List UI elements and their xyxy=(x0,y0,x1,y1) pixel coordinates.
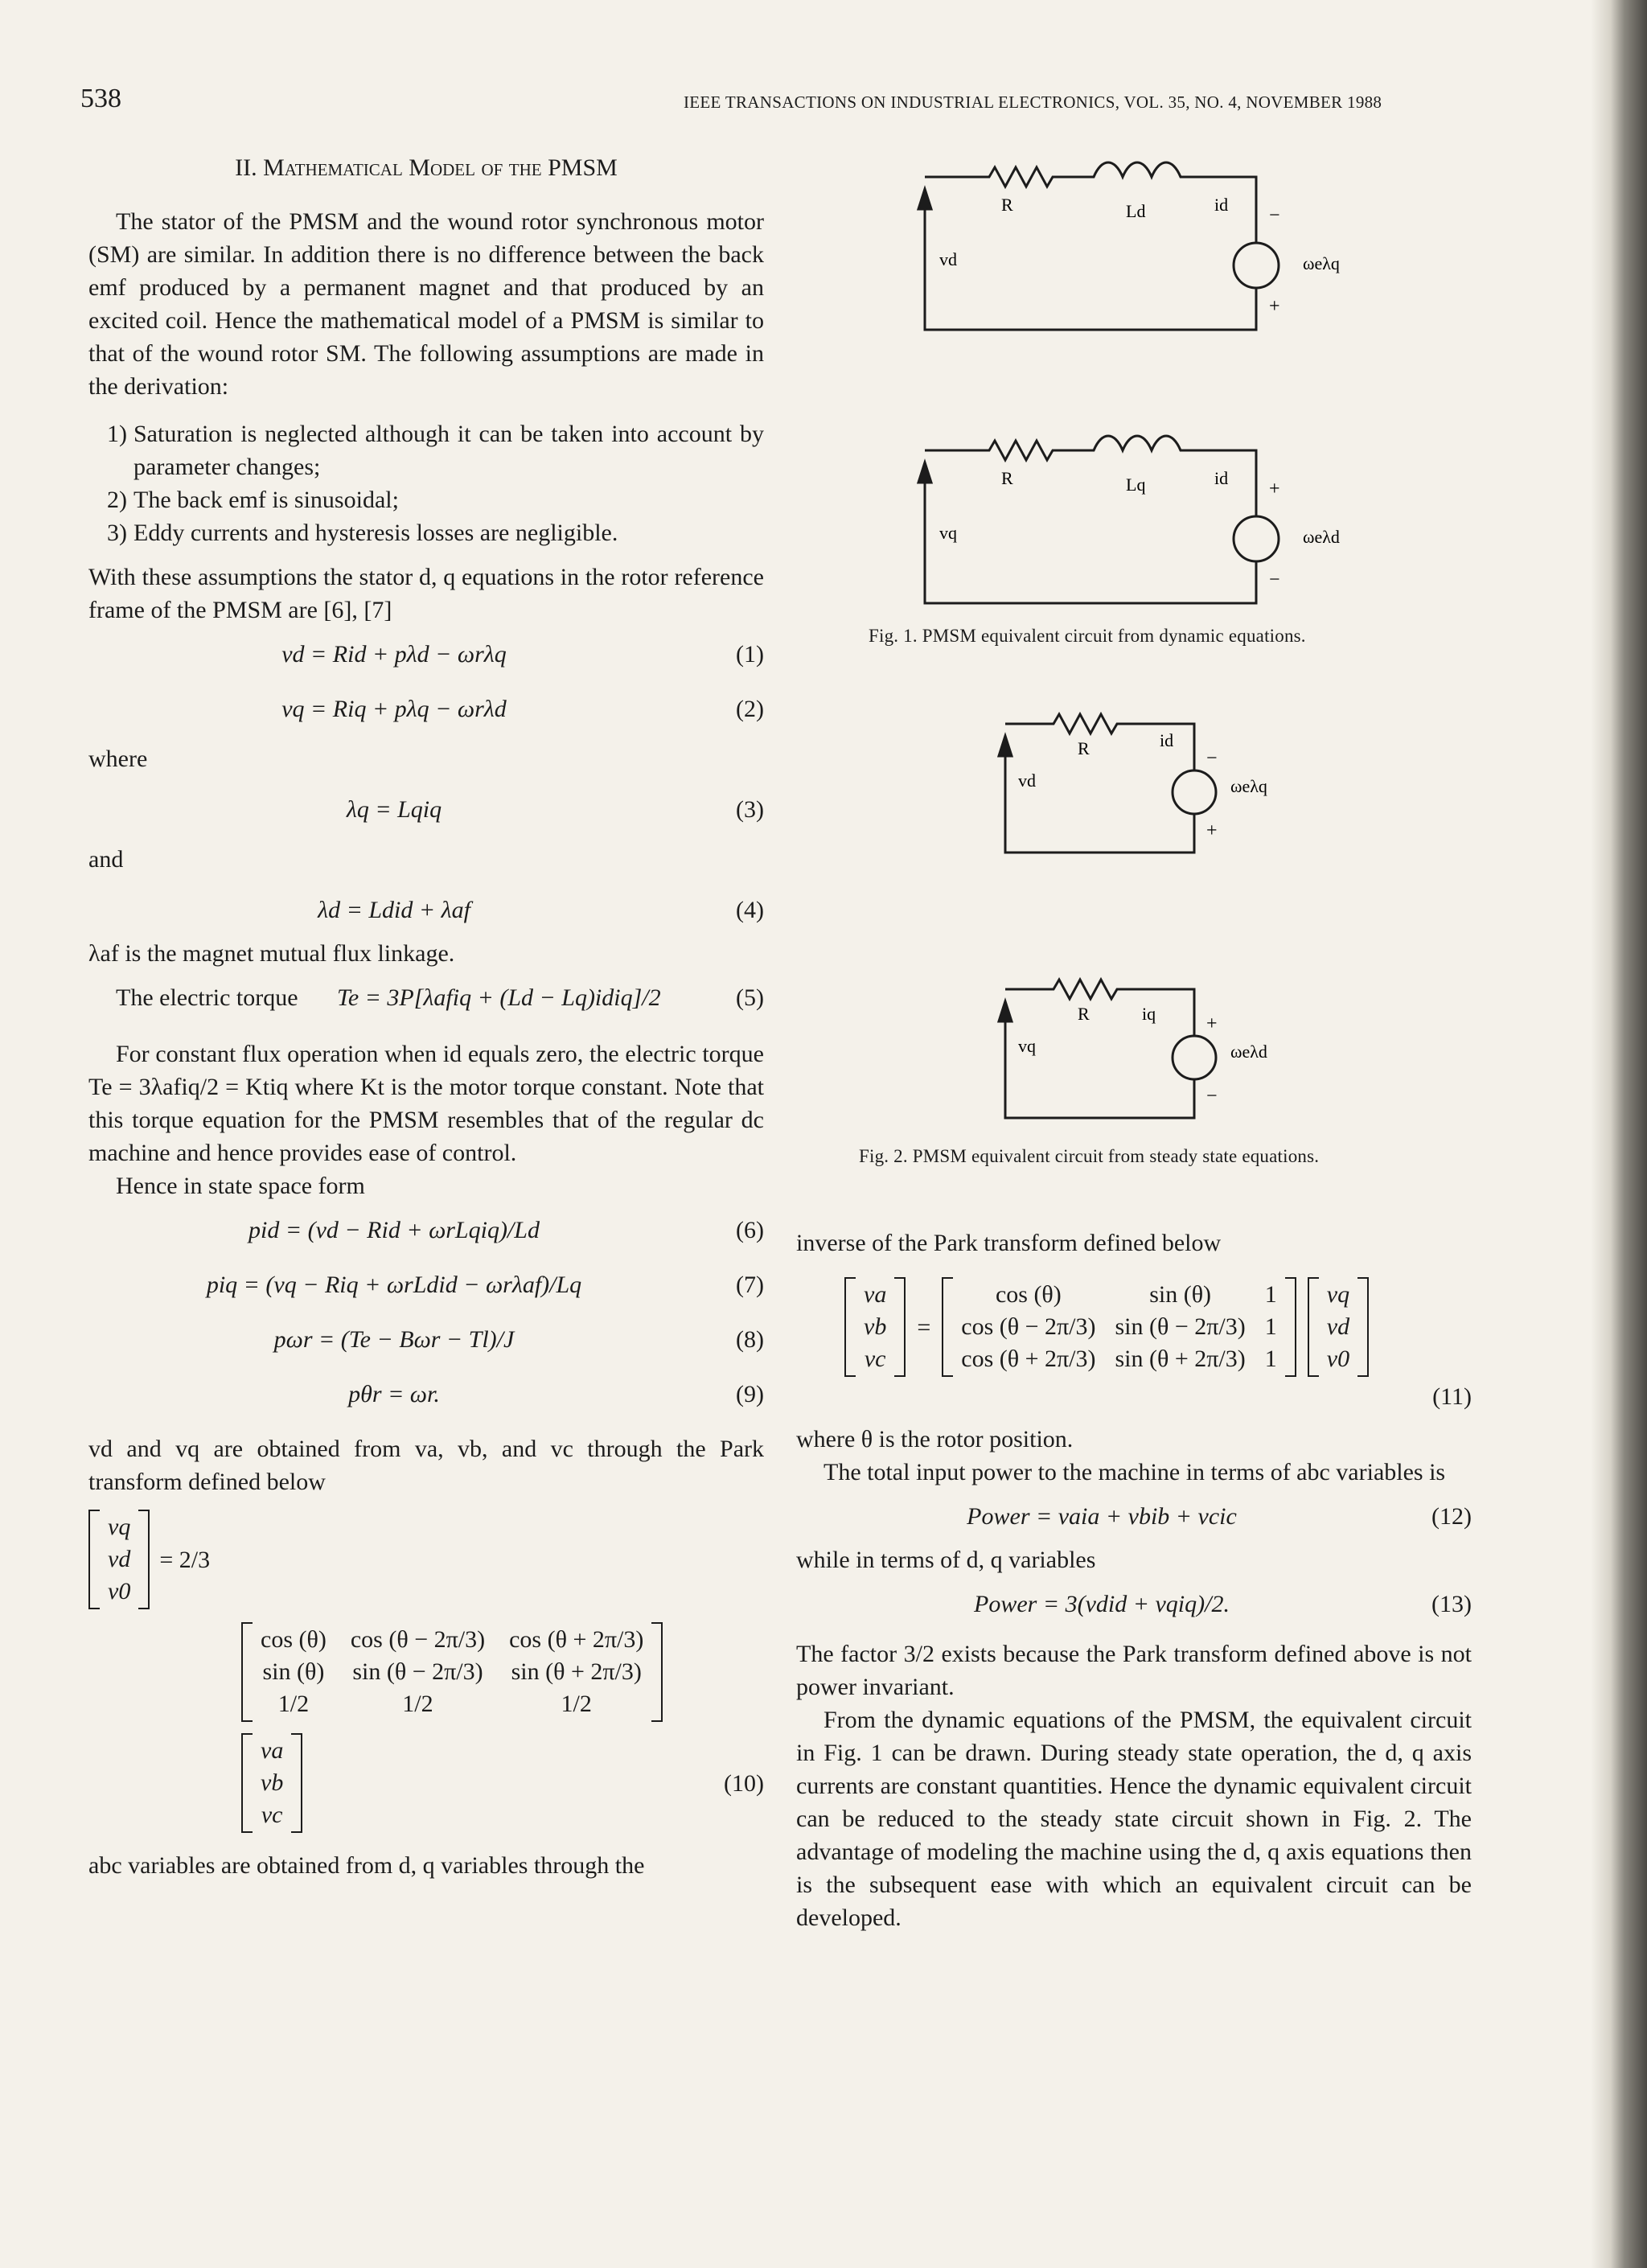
fig1b-circuit xyxy=(918,436,1279,603)
fig2a-top-sign: − xyxy=(1206,748,1218,769)
fig2b-source-label: vq xyxy=(1018,1036,1036,1056)
fig2-circuits xyxy=(965,700,1383,1150)
rotor-note: where θ is the rotor position. xyxy=(796,1426,1074,1452)
fig1a-bottom-sign: + xyxy=(1269,296,1280,317)
list-item: 2) The back emf is sinusoidal; xyxy=(107,487,399,513)
equation-6: pid = (vd − Rid + ωrLqiq)/Ld (6) xyxy=(248,1216,764,1243)
equation-2: vq = Riq + pλq − ωrλd (2) xyxy=(281,695,764,722)
state-space-intro: Hence in state space form xyxy=(116,1173,365,1199)
fig1a-source-label: vd xyxy=(939,249,957,269)
journal-header: IEEE TRANSACTIONS ON INDUSTRIAL ELECTRONICS, VOL. 35, NO. 4, NOVEMBER 1988 xyxy=(684,92,1382,112)
fig1a-circuit xyxy=(918,162,1279,330)
fig2-caption: Fig. 2. PMSM equivalent circuit from steady state equations. xyxy=(859,1146,1320,1166)
and-word: and xyxy=(88,846,124,873)
fig2a-source-label: vd xyxy=(1018,770,1036,791)
fig2b-resistor-label: R xyxy=(1078,1004,1090,1024)
rhs-vector: va vb vc xyxy=(241,1733,302,1833)
constant-flux-paragraph: For constant flux operation when id equals zero, the electric torque Te = 3λafiq/2 = Ktiq where Kt is the motor torque constant. Note that this torque equation for the PMSM resembles that of the regular dc machine and hence provides ease of control. xyxy=(88,1041,764,1166)
fig2a-bottom-sign: + xyxy=(1206,820,1218,841)
closing-line: abc variables are obtained from d, q variables through the xyxy=(88,1852,645,1879)
scan-edge-shadow xyxy=(1591,0,1647,2268)
left-column xyxy=(88,151,764,1882)
dq0-vector: vq vd v0 xyxy=(1308,1277,1369,1377)
equation-9: pθr = ωr. (9) xyxy=(348,1380,764,1407)
fig1b-current-label: id xyxy=(1214,468,1229,488)
fig2a-emf-label: ωeλq xyxy=(1230,776,1267,796)
dynamic-paragraph: From the dynamic equations of the PMSM, the equivalent circuit in Fig. 1 can be drawn. During steady state operation, the d, q axis currents are constant quantities. Hence the dynamic equivalent circuit can be reduced to the steady state circuit shown in Fig. 2. The advantage of modeling the machine using the d, q axis equations then is the subsequent ease with which an equivalent circuit can be developed. xyxy=(796,1707,1472,1931)
fig1a-resistor-label: R xyxy=(1001,195,1013,215)
park-matrix: cos (θ) cos (θ − 2π/3) cos (θ + 2π/3) sin (θ) sin (θ − 2π/3) sin (θ + 2π/3) 1/2 1/2 1/2 xyxy=(241,1622,663,1722)
fig1b-emf-label: ωeλd xyxy=(1303,527,1340,547)
list-item: 3) Eddy currents and hysteresis losses are negligible. xyxy=(107,520,618,546)
fig1-caption: Fig. 1. PMSM equivalent circuit from dynamic equations. xyxy=(869,626,1306,646)
fig1-circuits xyxy=(885,153,1431,635)
equation-11: va vb vc = cos (θ) sin (θ) 1 cos (θ − 2π/3) sin (θ − 2π/3) 1 cos (θ + 2π/3) sin (θ + 2π/3) 1 vq vd v0 (11) xyxy=(796,1277,1472,1413)
equations-lead: With these assumptions the stator d, q equations in the rotor reference frame of the PMSM are [6], [7] xyxy=(88,564,764,623)
fig1b-source-label: vq xyxy=(939,523,957,543)
park-intro: vd and vq are obtained from va, vb, and vc through the Park transform defined below xyxy=(88,1436,764,1495)
fig2a-current-label: id xyxy=(1160,730,1174,750)
equation-7: piq = (vq − Riq + ωrLdid − ωrλaf)/Lq (7) xyxy=(206,1271,764,1298)
assumption-list xyxy=(88,417,764,549)
scale-factor: = 2/3 xyxy=(159,1546,211,1573)
where-word: where xyxy=(88,746,148,772)
factor-note: The factor 3/2 exists because the Park transform defined above is not power invariant. xyxy=(796,1641,1472,1700)
equation-1: vd = Rid + pλd − ωrλq (1) xyxy=(281,640,764,668)
fig1a-top-sign: − xyxy=(1269,205,1280,226)
fig1b-resistor-label: R xyxy=(1001,468,1013,488)
equation-4: λd = Ldid + λaf (4) xyxy=(318,896,764,923)
flux-note: λaf is the magnet mutual flux linkage. xyxy=(88,940,455,967)
power-intro: The total input power to the machine in terms of abc variables is xyxy=(824,1459,1446,1485)
equation-13: Power = 3(vdid + vqiq)/2. (13) xyxy=(974,1590,1472,1617)
equation-5: The electric torque Te = 3P[λafiq + (Ld − Lq)idiq]/2 (5) xyxy=(116,984,764,1011)
fig2b-top-sign: + xyxy=(1206,1013,1218,1034)
fig2a-resistor-label: R xyxy=(1078,738,1090,758)
intro-paragraph: The stator of the PMSM and the wound rotor synchronous motor (SM) are similar. In addition there is no difference between the back emf produced by a permanent magnet and that produced by an excited coil. Hence the mathematical model of a PMSM is similar to that of the wound rotor SM. The following assumptions are made in the derivation: xyxy=(88,208,764,400)
page-number: 538 xyxy=(80,84,121,113)
fig2b-current-label: iq xyxy=(1142,1004,1156,1024)
lhs-vector: vq vd v0 xyxy=(88,1510,150,1609)
equation-8: pωr = (Te − Bωr − Tl)/J (8) xyxy=(273,1325,764,1353)
inverse-park-matrix: cos (θ) sin (θ) 1 cos (θ − 2π/3) sin (θ − 2π/3) 1 cos (θ + 2π/3) sin (θ + 2π/3) 1 xyxy=(942,1277,1296,1377)
section-title: II. Mathematical Model of the PMSM xyxy=(235,154,618,181)
fig1b-bottom-sign: − xyxy=(1269,569,1280,590)
list-item: 1) Saturation is neglected although it can be taken into account by parameter changes; xyxy=(107,421,764,480)
abc-vector: va vb vc xyxy=(844,1277,906,1377)
fig1a-inductor-label: Ld xyxy=(1126,201,1146,221)
fig1a-current-label: id xyxy=(1214,195,1229,215)
fig1b-inductor-label: Lq xyxy=(1126,475,1146,495)
inverse-intro: inverse of the Park transform defined below xyxy=(796,1230,1222,1256)
equation-3: λq = Lqiq (3) xyxy=(346,795,764,823)
equation-12: Power = vaia + vbib + vcic (12) xyxy=(967,1502,1472,1530)
right-column xyxy=(796,1226,1472,1934)
dq-intro: while in terms of d, q variables xyxy=(796,1547,1096,1573)
fig1a-emf-label: ωeλq xyxy=(1303,253,1340,273)
fig1b-top-sign: + xyxy=(1269,479,1280,499)
fig2b-emf-label: ωeλd xyxy=(1230,1042,1267,1062)
fig2b-bottom-sign: − xyxy=(1206,1086,1218,1107)
equation-10: vq vd v0 = 2/3 cos (θ) cos (θ − 2π/3) cos (θ + 2π/3) sin (θ) sin (θ − 2π/3) sin (θ + 2π/3) 1/2 1/2 1/2 va vb vc (10) xyxy=(88,1510,764,1833)
